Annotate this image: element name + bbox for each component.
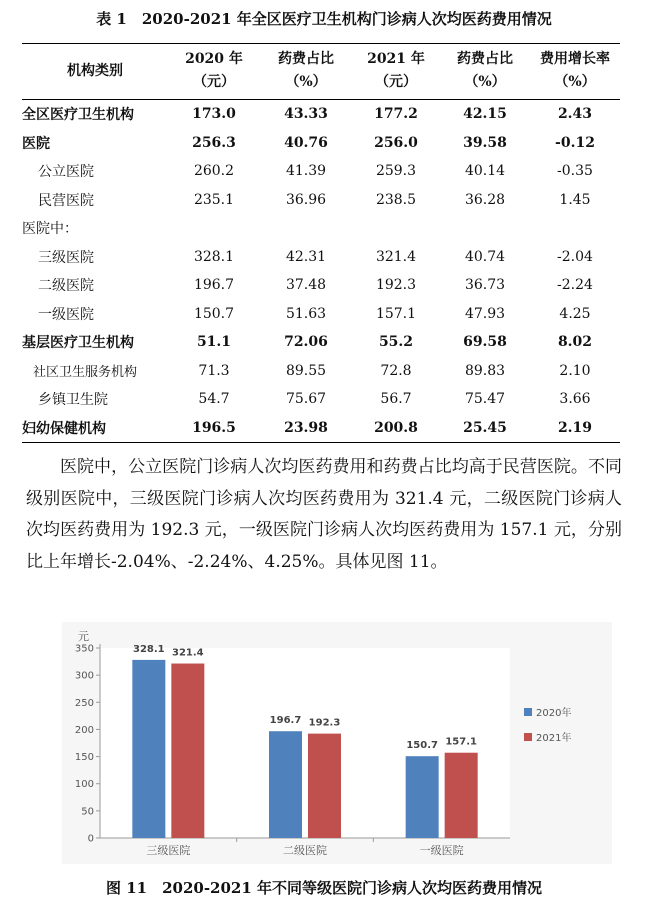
y-tick-label: 250: [74, 697, 94, 709]
cell-r2021: 89.83: [464, 362, 506, 379]
cell-growth: 8.02: [557, 334, 593, 351]
data-label: 196.7: [269, 715, 302, 727]
cell-v2020: 328.1: [193, 248, 235, 265]
cell-r2020: 40.76: [284, 134, 328, 151]
cell-r2020: [260, 214, 352, 243]
cell-v2021: 256.0: [374, 134, 418, 151]
row-category: 基层医疗卫生机构: [22, 335, 134, 352]
cell-v2021: 177.2: [374, 106, 418, 123]
cell-r2021: 40.74: [464, 248, 506, 265]
cell-v2021: 72.8: [380, 362, 412, 379]
data-label: 192.3: [308, 717, 341, 729]
bar-2021年: [445, 753, 478, 838]
cell-v2020: 173.0: [192, 106, 236, 123]
cell-r2021: 47.93: [464, 305, 506, 322]
table-row: [22, 157, 620, 186]
x-category-label: 一级医院: [419, 844, 464, 857]
cell-v2020: 150.7: [193, 305, 235, 322]
table-row: [22, 129, 620, 158]
row-category: 医院: [22, 135, 50, 152]
body-paragraph: [26, 452, 622, 578]
table-row: [22, 385, 620, 414]
table-row: [22, 271, 620, 300]
cell-v2021: [352, 214, 440, 243]
cell-v2020: [168, 214, 260, 243]
cell-r2020: 51.63: [285, 305, 327, 322]
cell-growth: -0.12: [555, 134, 595, 151]
cell-v2020: 235.1: [193, 191, 235, 208]
legend-label: 2020年: [536, 708, 572, 719]
cell-v2020: 51.1: [196, 334, 232, 351]
cell-v2021: 56.7: [380, 391, 412, 408]
cell-v2021: 55.2: [378, 334, 414, 351]
cell-v2021: 200.8: [374, 419, 418, 436]
cell-r2021: 39.58: [463, 134, 507, 151]
paragraph-text: 医院中，公立医院门诊病人次均医药费用和药费占比均高于民营医院。不同级别医院中，三级医院门诊病人次均医药费用为 321.4 元，二级医院门诊病人次均医药费用为 192.3 元，一级医院门诊病人次均医药费用为 157.1 元，分别比上年增长-2.04%、-2.24%、4.25%。具体见图 11。: [26, 457, 622, 572]
bar-2020年: [406, 756, 439, 838]
legend-swatch: [524, 733, 532, 741]
table-row: [22, 414, 620, 443]
bar-2020年: [132, 660, 165, 838]
table-row: [22, 243, 620, 272]
cell-r2020: 43.33: [284, 106, 328, 123]
row-category: 社区卫生服务机构: [33, 365, 138, 381]
cell-r2020: 41.39: [285, 163, 327, 180]
cost-table: [22, 43, 620, 443]
data-label: 321.4: [172, 647, 204, 659]
table-row: [22, 214, 620, 243]
cell-r2021: 75.47: [464, 391, 506, 408]
cell-r2021: 36.73: [464, 277, 506, 294]
bar-2020年: [269, 731, 302, 838]
row-category: 公立医院: [38, 164, 94, 181]
y-tick-label: 200: [74, 724, 94, 736]
x-category-label: 三级医院: [146, 844, 191, 857]
header-category: 机构类别: [67, 62, 123, 79]
cell-r2021: 42.15: [463, 106, 507, 123]
header-2020-cost: 2020 年 （元）: [185, 51, 243, 90]
cell-growth: -2.24: [557, 277, 593, 294]
cell-growth: -2.04: [557, 248, 593, 265]
bar-2021年: [308, 734, 341, 838]
table-row: [22, 328, 620, 357]
table-row: [22, 357, 620, 386]
bar-2021年: [171, 664, 204, 838]
cell-v2020: 256.3: [192, 134, 236, 151]
row-category: 三级医院: [38, 249, 94, 266]
cell-growth: -0.35: [557, 163, 593, 180]
cell-r2021: [440, 214, 530, 243]
header-2021-cost: 2021 年 （元）: [367, 51, 425, 90]
cell-v2021: 321.4: [375, 248, 417, 265]
cell-r2021: 40.14: [464, 163, 506, 180]
cell-r2020: 89.55: [285, 362, 327, 379]
header-2021-ratio: 药费占比 （%）: [457, 51, 513, 90]
cell-v2021: 238.5: [375, 191, 417, 208]
cell-growth: 2.43: [557, 106, 593, 123]
header-growth: 费用增长率 （%）: [540, 51, 610, 90]
data-label: 157.1: [445, 736, 477, 748]
y-tick-label: 0: [87, 833, 94, 845]
cell-v2021: 192.3: [375, 277, 417, 294]
y-tick-label: 350: [74, 643, 94, 655]
row-category: 一级医院: [38, 306, 94, 323]
bar-chart: [62, 622, 612, 864]
table-row: [22, 186, 620, 215]
cell-r2021: 69.58: [463, 334, 507, 351]
cell-r2020: 37.48: [285, 277, 327, 294]
figure-title: 图 11 2020-2021 年不同等级医院门诊病人次均医药费用情况: [105, 879, 543, 897]
cell-growth: 1.45: [559, 191, 591, 208]
legend-label: 2021年: [536, 733, 572, 744]
cell-r2020: 42.31: [285, 248, 327, 265]
cell-v2020: 196.5: [192, 419, 236, 436]
cell-r2021: 25.45: [463, 419, 507, 436]
cell-growth: 4.25: [559, 305, 591, 322]
cell-r2020: 36.96: [285, 191, 327, 208]
cell-growth: 2.10: [559, 362, 591, 379]
row-category: 二级医院: [38, 278, 94, 295]
cell-v2021: 259.3: [375, 163, 417, 180]
data-label: 150.7: [406, 740, 438, 752]
header-2020-ratio: 药费占比 （%）: [278, 51, 334, 90]
cell-r2020: 72.06: [284, 334, 328, 351]
row-category: 全区医疗卫生机构: [22, 107, 134, 124]
legend-swatch: [524, 708, 532, 716]
cell-growth: [530, 214, 620, 243]
cell-v2021: 157.1: [375, 305, 417, 322]
cell-v2020: 196.7: [193, 277, 235, 294]
x-category-label: 二级医院: [283, 844, 327, 857]
y-tick-label: 50: [81, 806, 94, 818]
cell-growth: 2.19: [557, 419, 593, 436]
row-category: 民营医院: [38, 192, 94, 209]
y-tick-label: 100: [74, 779, 94, 791]
y-tick-label: 150: [74, 752, 94, 764]
cell-v2020: 54.7: [198, 391, 230, 408]
cell-v2020: 71.3: [198, 362, 230, 379]
table-row: [22, 100, 620, 129]
cell-growth: 3.66: [559, 391, 591, 408]
y-axis-label: 元: [78, 630, 89, 643]
row-category: 乡镇卫生院: [38, 392, 108, 409]
cell-r2020: 75.67: [285, 391, 327, 408]
row-category: 妇幼保健机构: [22, 420, 106, 437]
row-category: 医院中：: [22, 221, 78, 238]
table-row: [22, 300, 620, 329]
cell-r2021: 36.28: [464, 191, 506, 208]
y-tick-label: 300: [74, 670, 94, 682]
table-title: 表 1 2020-2021 年全区医疗卫生机构门诊病人次均医药费用情况: [96, 10, 552, 28]
table-header-row: [22, 44, 620, 100]
data-label: 328.1: [133, 643, 165, 655]
cell-v2020: 260.2: [193, 163, 235, 180]
cell-r2020: 23.98: [284, 419, 328, 436]
